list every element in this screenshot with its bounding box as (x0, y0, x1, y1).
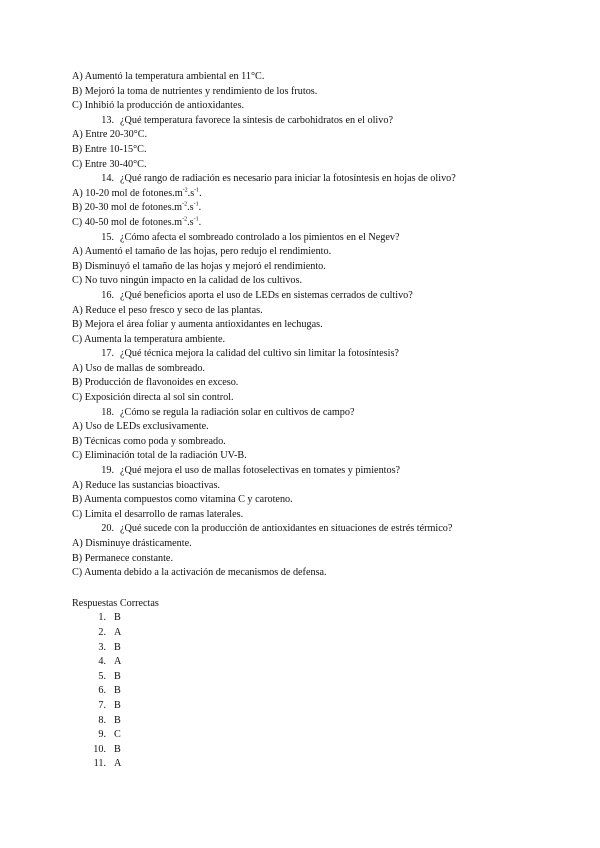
answer-item: 11. A (93, 758, 122, 770)
answer-item: 1. B (98, 612, 121, 624)
answer-item: 2. A (98, 626, 122, 638)
option-line: C) Eliminación total de la radiación UV-B. (72, 450, 247, 462)
answer-item: 7. B (98, 699, 121, 711)
answers-title: Respuestas Correctas (72, 597, 159, 609)
option-line: A) Aumentó la temperatura ambiental en 11°C. (72, 71, 265, 82)
answer-item: 10. B (93, 743, 121, 755)
option-line: B) Mejoró la toma de nutrientes y rendimiento de los frutos. (72, 85, 318, 97)
question-text: ¿Qué temperatura favorece la síntesis de carbohidratos en el olivo? (120, 114, 393, 126)
option-line: A) Aumentó el tamaño de las hojas, pero redujo el rendimiento. (72, 246, 332, 258)
option-line: C) Inhibió la producción de antioxidantes. (72, 100, 245, 112)
option-line: A) Reduce el peso fresco y seco de las plantas. (72, 304, 263, 316)
question-block (72, 289, 572, 347)
option-line: C) Limita el desarrollo de ramas laterales. (72, 508, 244, 520)
question-block (72, 347, 572, 405)
question-line (72, 231, 572, 246)
option-line: B) Aumenta compuestos como vitamina C y caroteno. (72, 494, 293, 506)
option-line: B) Disminuyó el tamaño de las hojas y mejoró el rendimiento. (72, 260, 326, 272)
question-number: 19. (101, 465, 114, 477)
question-text: ¿Qué sucede con la producción de antioxidantes en situaciones de estrés térmico? (120, 523, 453, 535)
answer-item: 3. B (98, 641, 121, 653)
answer-item: 8. B (98, 714, 121, 726)
intro-options (72, 70, 572, 114)
question-block (72, 114, 572, 172)
question-line (72, 406, 572, 421)
question-text: ¿Cómo afecta el sombreado controlado a los pimientos en el Negev? (120, 231, 400, 243)
option-line: A) Uso de mallas de sombreado. (72, 362, 205, 374)
question-number: 13. (101, 114, 114, 126)
option-line: A) 10-20 mol de $fotones.m^{-2}.s^{-1}$. (72, 187, 202, 199)
question-block (72, 172, 572, 230)
option-line: C) No tuvo ningún impacto en la calidad de los cultivos. (72, 275, 303, 287)
spacer (72, 581, 572, 597)
option-line: A) Reduce las sustancias bioactivas. (72, 479, 220, 491)
question-number: 14. (101, 173, 114, 185)
question-text: ¿Qué técnica mejora la calidad del cultivo sin limitar la fotosíntesis? (120, 348, 399, 360)
question-line (72, 464, 572, 479)
document-content (72, 70, 572, 772)
option-line: C) Aumenta debido a la activación de mecanismos de defensa. (72, 567, 327, 579)
question-line (72, 172, 572, 187)
question-number: 16. (101, 289, 114, 301)
question-block (72, 464, 572, 522)
option-line: B) Mejora el área foliar y aumenta antioxidantes en lechugas. (72, 319, 323, 331)
question-line (72, 522, 572, 537)
question-number: 20. (101, 523, 114, 535)
question-text: ¿Qué rango de radiación es necesario para iniciar la fotosíntesis en hojas de olivo? (120, 173, 456, 185)
question-line (72, 114, 572, 129)
question-text: ¿Qué mejora el uso de mallas fotoselectivas en tomates y pimientos? (120, 465, 401, 477)
option-line: C) 40-50 mol de $fotones.m^{-2}.s^{-1}$. (72, 216, 202, 228)
answers-list (72, 611, 572, 772)
question-block (72, 231, 572, 289)
option-line: C) Entre 30-40°C. (72, 158, 147, 170)
option-line: B) 20-30 mol de $fotones.m^{-2}.s^{-1}$. (72, 201, 202, 214)
option-line: C) Exposición directa al sol sin control. (72, 392, 234, 404)
option-line: B) Permanece constante. (72, 552, 173, 564)
option-line: B) Técnicas como poda y sombreado. (72, 435, 226, 447)
question-text: ¿Qué beneficios aporta el uso de LEDs en sistemas cerrados de cultivo? (120, 289, 413, 301)
answer-item: 9. C (98, 729, 121, 741)
question-number: 17. (101, 348, 114, 360)
question-line (72, 347, 572, 362)
option-line: A) Disminuye drásticamente. (72, 538, 192, 549)
option-line: B) Entre 10-15°C. (72, 143, 147, 155)
question-number: 18. (101, 406, 114, 418)
option-line: C) Aumenta la temperatura ambiente. (72, 333, 226, 345)
question-block (72, 406, 572, 464)
question-block (72, 522, 572, 580)
question-line (72, 289, 572, 304)
option-line: A) Entre 20-30°C. (72, 129, 148, 141)
answer-item: 5. B (98, 670, 121, 682)
option-line: A) Uso de LEDs exclusivamente. (72, 421, 209, 433)
answer-item: 6. B (98, 685, 121, 697)
question-text: ¿Cómo se regula la radiación solar en cultivos de campo? (120, 406, 355, 418)
option-line: B) Producción de flavonoides en exceso. (72, 377, 239, 389)
answer-item: 4. A (98, 656, 122, 668)
question-number: 15. (101, 231, 114, 243)
